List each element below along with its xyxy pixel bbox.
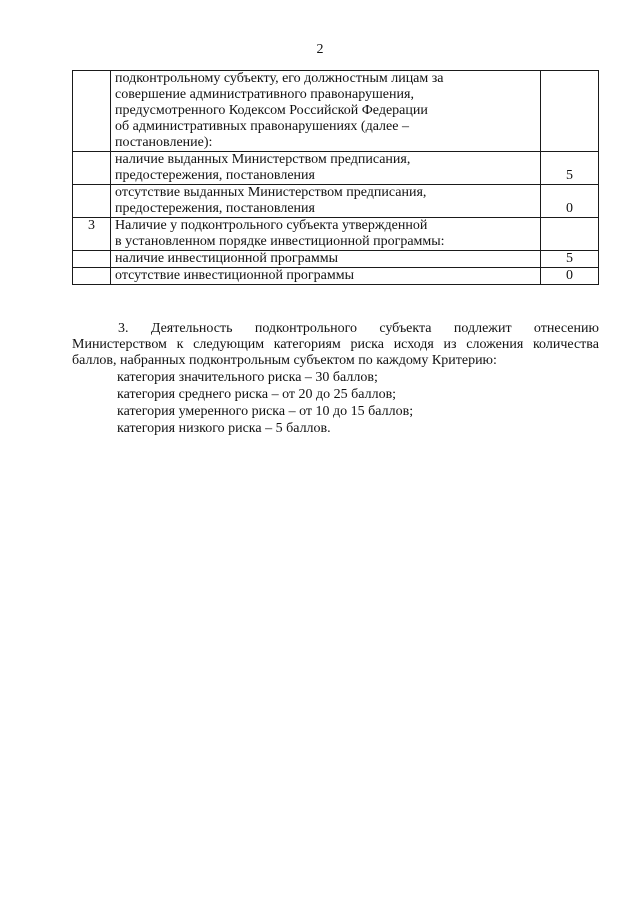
row-number-cell bbox=[73, 152, 111, 185]
paragraph-3 bbox=[72, 321, 599, 437]
risk-category-item: категория среднего риска – от 20 до 25 баллов; bbox=[117, 387, 397, 402]
paragraph-word: категориям bbox=[273, 337, 341, 352]
paragraph-word: Министерством bbox=[72, 337, 167, 352]
paragraph-word: из bbox=[443, 337, 457, 352]
score-cell: 5 bbox=[541, 251, 599, 268]
paragraph-word: подлежит bbox=[453, 321, 512, 336]
criterion-text-line: наличие инвестиционной программы bbox=[115, 251, 338, 266]
table-row bbox=[73, 268, 599, 285]
row-number-cell bbox=[73, 251, 111, 268]
paragraph-word: 3. bbox=[118, 321, 129, 336]
paragraph-word: сложения bbox=[466, 337, 524, 352]
criterion-text-line: подконтрольному субъекту, его должностным лицам за bbox=[115, 71, 444, 86]
criterion-text-line: наличие выданных Министерством предписания, bbox=[115, 152, 411, 167]
criterion-text-line: предусмотренного Кодексом Российской Федерации bbox=[115, 103, 428, 118]
row-number-cell: 3 bbox=[73, 218, 111, 251]
criterion-text-line: предостережения, постановления bbox=[115, 201, 315, 216]
paragraph-second-line bbox=[72, 337, 599, 353]
criterion-text-line: отсутствие выданных Министерством предписания, bbox=[115, 185, 427, 200]
criterion-text-cell bbox=[111, 268, 541, 285]
row-number-cell bbox=[73, 185, 111, 218]
criteria-table-body bbox=[73, 71, 599, 285]
paragraph-word: субъекта bbox=[379, 321, 432, 336]
table-row bbox=[73, 218, 599, 251]
criterion-text-cell bbox=[111, 152, 541, 185]
paragraph-word: отнесению bbox=[533, 321, 599, 336]
paragraph-word: подконтрольного bbox=[254, 321, 357, 336]
table-row bbox=[73, 152, 599, 185]
criterion-text-line: отсутствие инвестиционной программы bbox=[115, 268, 355, 283]
score-cell bbox=[541, 71, 599, 152]
row-number-cell bbox=[73, 268, 111, 285]
criterion-text-cell bbox=[111, 71, 541, 152]
paragraph-word: к bbox=[176, 337, 184, 352]
risk-categories-list bbox=[72, 369, 599, 437]
risk-category-item: категория умеренного риска – от 10 до 15 баллов; bbox=[117, 404, 414, 419]
row-number-cell bbox=[73, 71, 111, 152]
criterion-text-cell bbox=[111, 218, 541, 251]
risk-category-item: категория низкого риска – 5 баллов. bbox=[117, 421, 331, 436]
page-number: 2 bbox=[316, 42, 324, 57]
score-cell: 0 bbox=[541, 268, 599, 285]
score-cell: 5 bbox=[541, 152, 599, 185]
paragraph-first-line bbox=[72, 321, 599, 337]
criterion-text-line: об административных правонарушениях (далее – bbox=[115, 119, 409, 134]
criteria-table bbox=[72, 70, 599, 285]
criterion-text-line: совершение административного правонарушения, bbox=[115, 87, 414, 102]
score-cell: 0 bbox=[541, 185, 599, 218]
criterion-text-line: постановление): bbox=[115, 135, 213, 150]
table-row bbox=[73, 71, 599, 152]
paragraph-word: Деятельность bbox=[150, 321, 233, 336]
score-cell bbox=[541, 218, 599, 251]
criterion-text-cell bbox=[111, 185, 541, 218]
criterion-text-line: Наличие у подконтрольного субъекта утвержденной bbox=[115, 218, 428, 233]
paragraph-word: количества bbox=[532, 337, 599, 352]
criterion-text-line: в установленном порядке инвестиционной программы: bbox=[115, 234, 445, 249]
paragraph-word: следующим bbox=[193, 337, 265, 352]
criterion-text-line: предостережения, постановления bbox=[115, 168, 315, 183]
risk-category-item: категория значительного риска – 30 баллов; bbox=[117, 370, 378, 385]
criterion-text-cell bbox=[111, 251, 541, 268]
table-row bbox=[73, 251, 599, 268]
paragraph-third-line: баллов, набранных подконтрольным субъектом по каждому Критерию: bbox=[72, 353, 497, 368]
paragraph-word: риска bbox=[350, 337, 384, 352]
paragraph-word: исходя bbox=[393, 337, 434, 352]
table-row bbox=[73, 185, 599, 218]
